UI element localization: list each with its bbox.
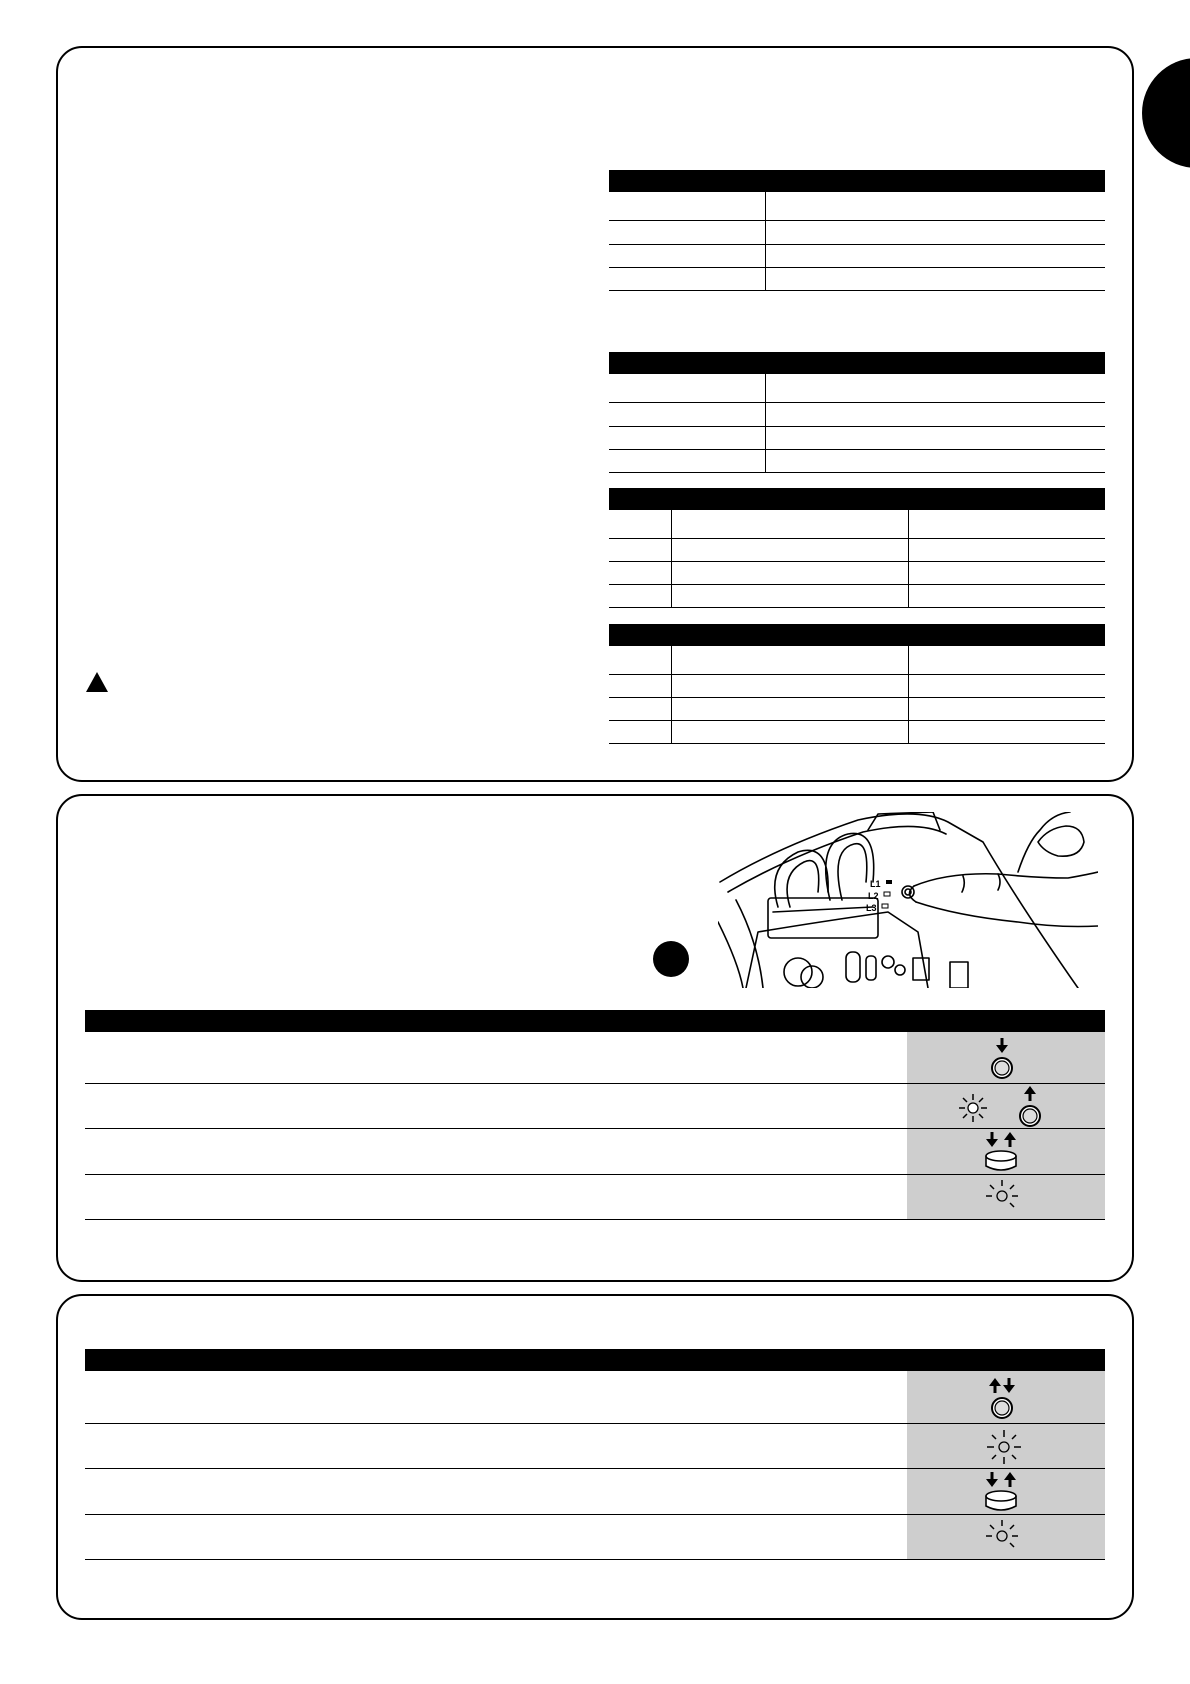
table-a-header bbox=[609, 170, 1105, 192]
housing-outline bbox=[720, 814, 1078, 988]
table-c-header bbox=[609, 488, 1105, 510]
table-row bbox=[609, 584, 1105, 585]
table-row bbox=[85, 1174, 1105, 1175]
warning-icon bbox=[86, 672, 108, 692]
table-column-divider bbox=[671, 646, 672, 743]
table-row bbox=[85, 1083, 1105, 1084]
table-row bbox=[609, 472, 1105, 473]
led-l1-indicator bbox=[886, 880, 892, 884]
table-row bbox=[609, 449, 1105, 450]
table-row bbox=[85, 1514, 1105, 1515]
table-row bbox=[609, 402, 1105, 403]
led-l2-indicator bbox=[884, 892, 890, 896]
figure-number-badge bbox=[653, 941, 689, 977]
table-row bbox=[609, 426, 1105, 427]
table-row bbox=[609, 220, 1105, 221]
button-press-release-icon bbox=[984, 1376, 1020, 1420]
button-release-icon bbox=[1015, 1084, 1045, 1128]
table-row bbox=[609, 743, 1105, 744]
procedure-table-1-header bbox=[85, 1010, 1105, 1032]
table-b-header bbox=[609, 352, 1105, 374]
table-row bbox=[85, 1219, 1105, 1220]
table-column-divider bbox=[765, 374, 766, 472]
table-row bbox=[609, 697, 1105, 698]
table-row bbox=[609, 538, 1105, 539]
table-column-divider bbox=[765, 192, 766, 290]
table-d-header bbox=[609, 624, 1105, 646]
table-row bbox=[609, 720, 1105, 721]
panel-upper bbox=[56, 46, 1134, 782]
table-row bbox=[609, 290, 1105, 291]
table-row bbox=[609, 561, 1105, 562]
table-row bbox=[85, 1128, 1105, 1129]
thumb-nail bbox=[1038, 826, 1084, 856]
terminal-block bbox=[768, 898, 878, 938]
led-label-l1: L1 bbox=[870, 879, 881, 889]
led-label-l2: L2 bbox=[868, 891, 879, 901]
table-row bbox=[85, 1468, 1105, 1469]
led-blink-icon bbox=[982, 1428, 1026, 1468]
transmitter-button-icon bbox=[980, 1130, 1024, 1174]
table-column-divider bbox=[908, 510, 909, 607]
table-row bbox=[609, 607, 1105, 608]
table-row bbox=[85, 1559, 1105, 1560]
capacitor bbox=[784, 958, 812, 986]
table-row bbox=[609, 267, 1105, 268]
control-board-illustration bbox=[718, 812, 1098, 988]
button-press-icon bbox=[987, 1036, 1017, 1080]
table-column-divider bbox=[908, 646, 909, 743]
transmitter-button-icon bbox=[980, 1470, 1024, 1514]
table-row bbox=[609, 244, 1105, 245]
led-label-l3: L3 bbox=[866, 903, 877, 913]
led-l3-indicator bbox=[882, 904, 888, 908]
led-off-icon bbox=[980, 1178, 1024, 1216]
table-column-divider bbox=[671, 510, 672, 607]
language-tab-marker bbox=[1142, 58, 1190, 168]
table-row bbox=[85, 1423, 1105, 1424]
led-off-icon bbox=[980, 1518, 1024, 1556]
procedure-table-2-header bbox=[85, 1349, 1105, 1371]
table-row bbox=[609, 674, 1105, 675]
